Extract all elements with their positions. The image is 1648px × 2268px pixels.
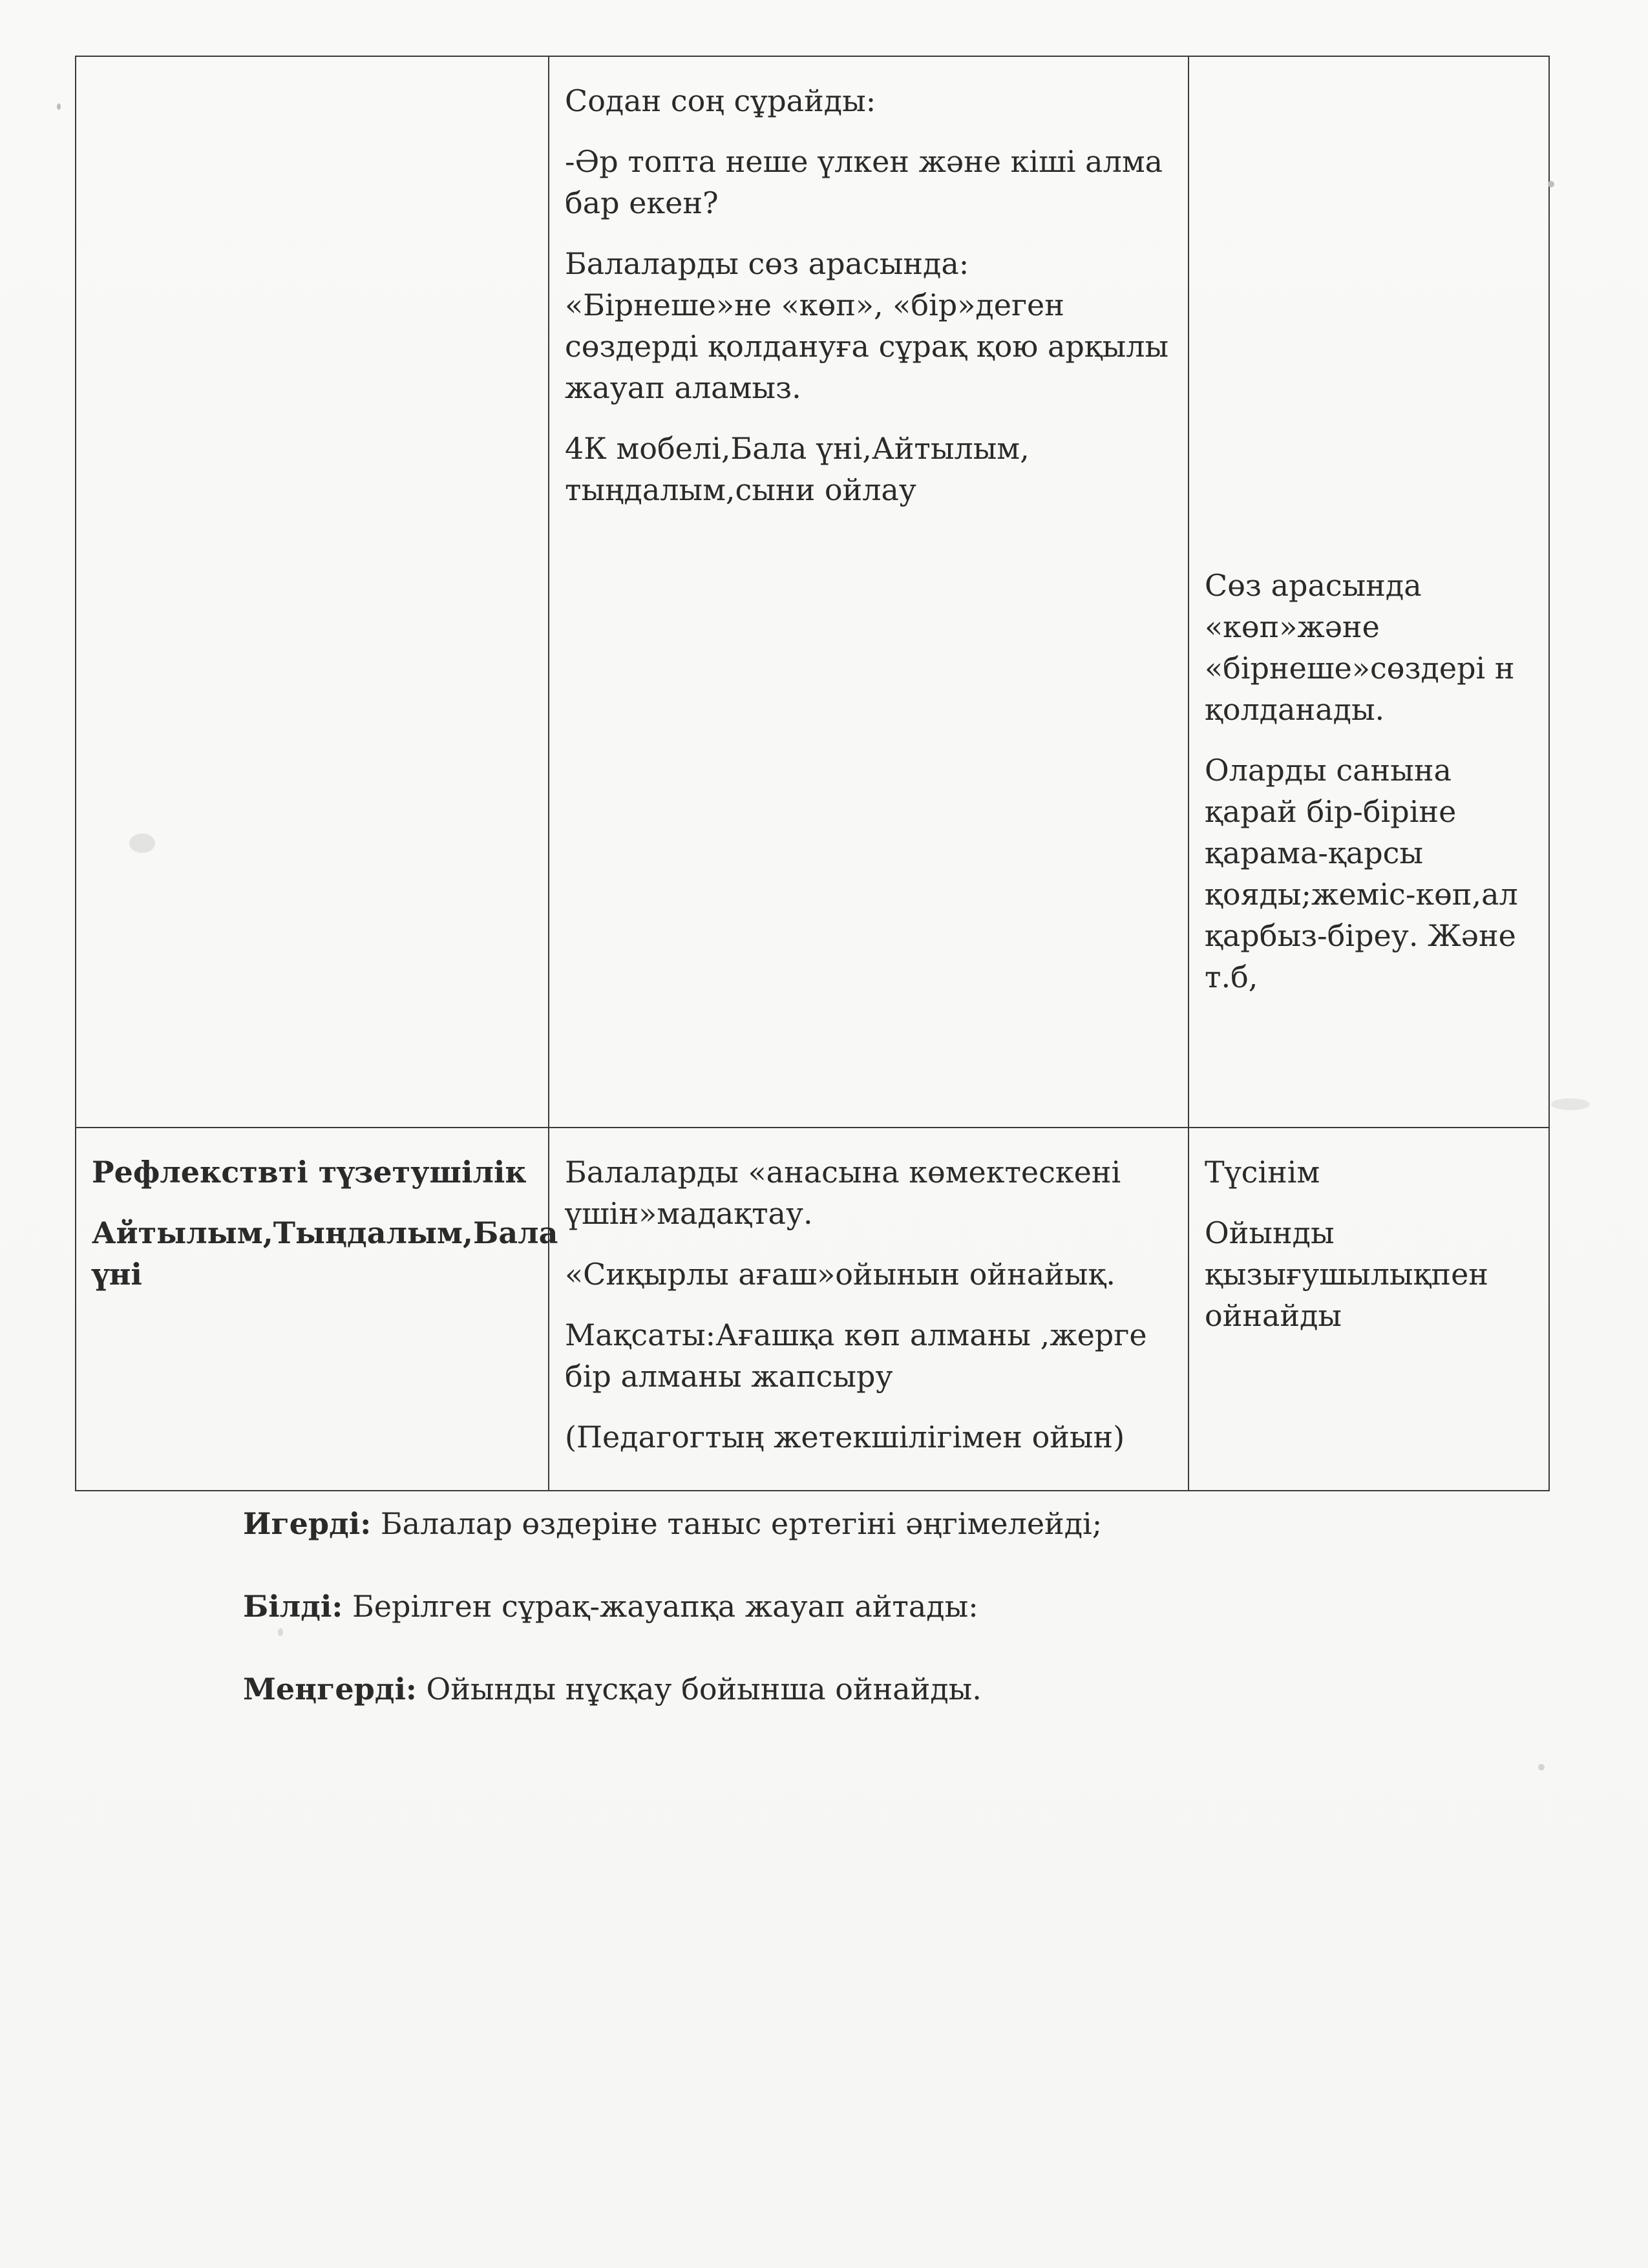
scan-speck (129, 834, 155, 853)
learning-outcomes (243, 1503, 1102, 1751)
outcome-text: Берілген сұрақ-жауапқа жауап айтады: (343, 1589, 978, 1624)
table-cell-child-activity (1188, 56, 1549, 1128)
table-row (76, 1128, 1549, 1491)
outcome-label: Меңгерді: (243, 1672, 417, 1706)
outcome-label: Игерді: (243, 1506, 372, 1541)
cell-paragraph: Түсінім (1205, 1155, 1320, 1190)
table-cell-stage (76, 1128, 558, 1491)
outcome-text: Балалар өздеріне таныс ертегіні әңгімелейді; (371, 1506, 1103, 1541)
cell-paragraph: Содан соң сұрайды: (565, 83, 876, 118)
outcome-line (243, 1668, 1102, 1710)
outcome-text: Ойынды нұсқау бойынша ойнайды. (416, 1672, 982, 1706)
outcome-line (243, 1586, 1102, 1627)
lesson-table (75, 56, 1550, 1491)
table-row (76, 56, 1549, 1128)
cell-paragraph: -Әр топта неше үлкен және кіші алма бар екен? (565, 144, 1163, 220)
scan-speck (1551, 1098, 1590, 1110)
scan-speck (1538, 1764, 1545, 1770)
cell-paragraph: 4К мобелі,Бала үні,Айтылым, тыңдалым,сыни ойлау (565, 431, 1030, 507)
cell-paragraph: «Сиқырлы ағаш»ойынын ойнайық. (565, 1257, 1115, 1292)
table-cell-child-activity (1188, 1128, 1549, 1491)
scan-speck (57, 103, 61, 110)
cell-paragraph: Сөз арасында «көп»және «бірнеше»сөздері н қолданады. (1205, 568, 1515, 727)
stage-skills: Айтылым,Тыңдалым,Бала үні (92, 1215, 558, 1292)
stage-title: Рефлекствті түзетушілік (92, 1155, 527, 1190)
scan-speck (1548, 181, 1554, 187)
cell-paragraph: (Педагогтың жетекшілігімен ойын) (565, 1420, 1125, 1454)
cell-paragraph: Мақсаты:Ағашқа көп алманы ,жерге бір алманы жапсыру (565, 1318, 1147, 1394)
table-cell-teacher-activity (549, 56, 1188, 1128)
scan-speck (278, 1628, 283, 1636)
table-cell-stage (76, 56, 549, 1128)
outcome-line (243, 1503, 1102, 1544)
cell-paragraph: Балаларды сөз арасында: «Бірнеше»не «көп», «бір»деген сөздерді қолдануға сұрақ қою арқылы жауап аламыз. (565, 246, 1169, 405)
table-cell-teacher-activity (549, 1128, 1188, 1491)
cell-paragraph: Балаларды «анасына көмектескені үшін»мадақтау. (565, 1155, 1121, 1231)
outcome-label: Білді: (243, 1589, 343, 1624)
cell-paragraph: Оларды санына қарай бір-біріне қарама-қарсы қояды;жеміс-көп,ал қарбыз-біреу. Және т.б, (1205, 753, 1518, 994)
cell-paragraph: Ойынды қызығушылықпен ойнайды (1205, 1215, 1488, 1333)
